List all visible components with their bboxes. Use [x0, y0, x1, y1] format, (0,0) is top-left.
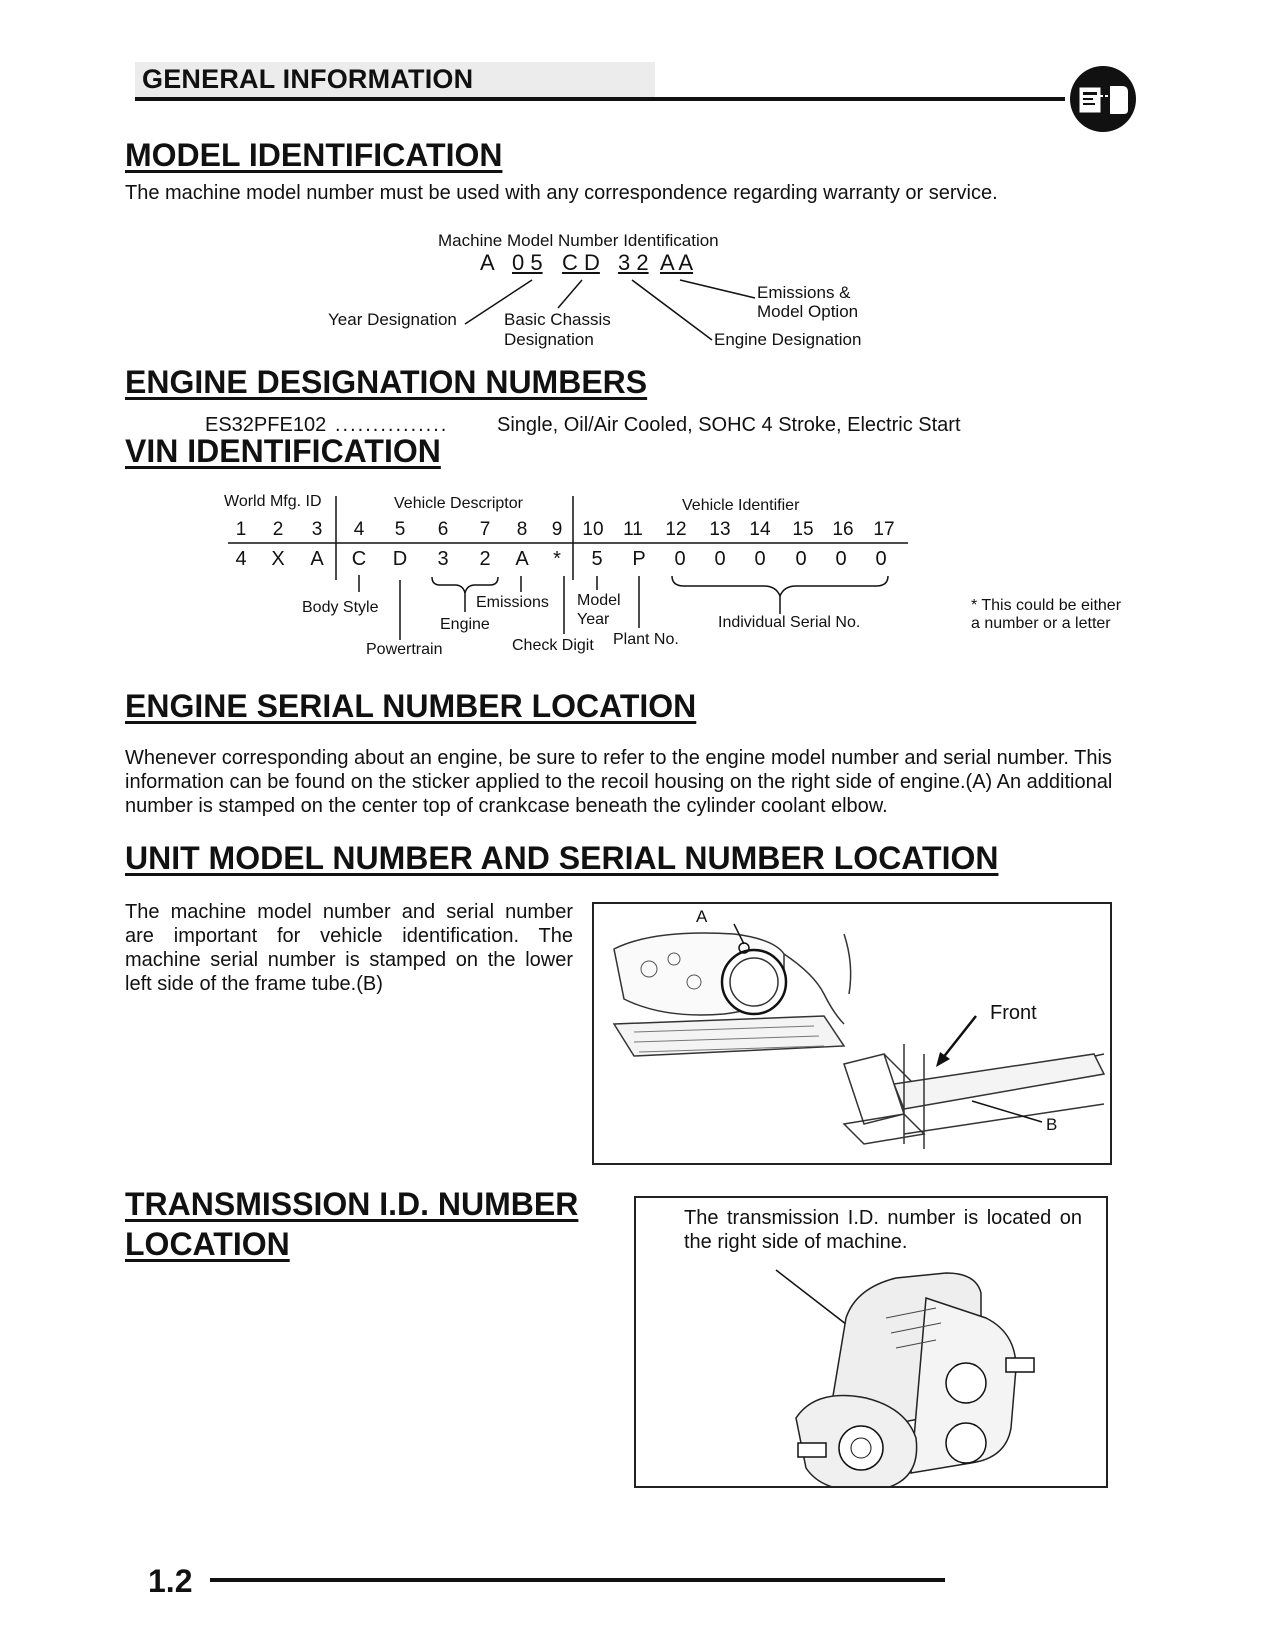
model-part-engine: 3 2 [618, 250, 649, 275]
model-part-year: 0 5 [512, 250, 543, 275]
vin-label-check-digit: Check Digit [512, 637, 594, 654]
diagram-caption: Machine Model Number Identification [438, 231, 719, 250]
label-emissions-2: Model Option [757, 302, 859, 321]
frame-label-front: Front [990, 1002, 1037, 1024]
label-year-designation: Year Designation [328, 310, 457, 329]
vin-position: 14 [749, 519, 771, 540]
vin-position: 15 [792, 519, 814, 540]
transmission-illustration [636, 1198, 1106, 1486]
footer-rule [210, 1578, 945, 1582]
vin-position: 5 [394, 519, 406, 540]
vin-label-emissions: Emissions [476, 594, 549, 611]
vin-char: 4 [235, 548, 247, 570]
model-part-chassis: C D [562, 250, 600, 275]
atv-frame-illustration [594, 904, 1110, 1163]
vin-position: 1 [235, 519, 247, 540]
unit-model-title: UNIT MODEL NUMBER AND SERIAL NUMBER LOCATION [125, 840, 999, 876]
vin-char: 0 [674, 548, 686, 570]
label-engine-designation: Engine Designation [714, 330, 862, 349]
vin-position: 9 [551, 519, 563, 540]
transmission-illustration-box [634, 1196, 1108, 1488]
vin-char: 3 [437, 548, 449, 570]
vin-position: 12 [665, 519, 687, 540]
vin-char: 0 [754, 548, 766, 570]
vin-position: 17 [873, 519, 895, 540]
frame-label-a: A [696, 907, 708, 926]
vin-char: C [351, 548, 367, 570]
transmission-title-line-1: TRANSMISSION I.D. NUMBER [125, 1186, 579, 1222]
vin-char: 0 [795, 548, 807, 570]
model-part-a: A [480, 250, 495, 275]
vin-char: 5 [591, 548, 603, 570]
vin-char: 0 [714, 548, 726, 570]
vin-char: A [310, 548, 324, 570]
vin-label-model-year-2: Year [577, 611, 610, 628]
vin-position: 2 [272, 519, 284, 540]
vin-position: 11 [623, 519, 643, 540]
frame-illustration-box [592, 902, 1112, 1165]
frame-label-b: B [1046, 1115, 1058, 1134]
vin-char: D [392, 548, 408, 570]
vin-group-identifier: Vehicle Identifier [682, 497, 800, 514]
label-chassis-1: Basic Chassis [504, 310, 611, 329]
transmission-text: The transmission I.D. number is located on the right side of machine. [684, 1207, 1082, 1253]
model-part-emissions: A A [660, 250, 694, 275]
vin-note-1: * This could be either [971, 597, 1122, 614]
vin-label-model-year-1: Model [577, 592, 621, 609]
vin-char: A [515, 548, 529, 570]
vin-position: 8 [516, 519, 528, 540]
vin-char: X [271, 548, 285, 570]
vin-char: P [632, 548, 646, 570]
unit-model-text: The machine model number and serial number are important for vehicle identification. The machine serial number is stamped on the lower left side of the frame tube.(B) [125, 901, 573, 995]
vin-note-2: a number or a letter [971, 615, 1111, 632]
vin-char: 2 [479, 548, 491, 570]
vin-identification-title: VIN IDENTIFICATION [125, 433, 441, 469]
vin-diagram [0, 0, 1275, 680]
vin-position: 4 [353, 519, 365, 540]
vin-label-serial: Individual Serial No. [718, 614, 861, 631]
vin-position: 10 [582, 519, 604, 540]
engine-designation-title: ENGINE DESIGNATION NUMBERS [125, 364, 648, 400]
vin-position: 3 [311, 519, 323, 540]
vin-char: 0 [875, 548, 887, 570]
engine-serial-title: ENGINE SERIAL NUMBER LOCATION [125, 688, 697, 724]
vin-label-engine: Engine [440, 616, 490, 633]
vin-position: 13 [709, 519, 731, 540]
vin-diagram-lines [0, 0, 1275, 680]
page-number: 1.2 [148, 1563, 193, 1599]
vin-char: * [553, 548, 561, 570]
vin-label-plant-no: Plant No. [613, 631, 679, 648]
vin-position: 7 [479, 519, 491, 540]
vin-position: 6 [437, 519, 449, 540]
engine-description: Single, Oil/Air Cooled, SOHC 4 Stroke, Electric Start [497, 414, 961, 436]
vin-char: 0 [835, 548, 847, 570]
vin-label-powertrain: Powertrain [366, 641, 443, 658]
engine-code-leader-dots: ............... [335, 414, 449, 436]
vin-group-world-mfg: World Mfg. ID [224, 493, 322, 510]
vin-group-descriptor: Vehicle Descriptor [394, 495, 523, 512]
label-emissions-1: Emissions & [757, 283, 851, 302]
transmission-title-line-2: LOCATION [125, 1226, 290, 1262]
model-identification-title: MODEL IDENTIFICATION [125, 137, 503, 173]
page-header-title: GENERAL INFORMATION [142, 64, 474, 94]
vin-position: 16 [832, 519, 854, 540]
engine-code: ES32PFE102 [205, 414, 327, 436]
model-identification-text: The machine model number must be used with any correspondence regarding warranty or service. [125, 182, 998, 204]
label-chassis-2: Designation [504, 330, 594, 349]
vin-label-body-style: Body Style [302, 599, 379, 616]
engine-serial-text: Whenever corresponding about an engine, be sure to refer to the engine model number and serial number. This information can be found on the sticker applied to the recoil housing on the right side of engine.(A) An additional number is stamped on the center top of crankcase beneath the cylinder coolant elbow. [125, 747, 1113, 817]
